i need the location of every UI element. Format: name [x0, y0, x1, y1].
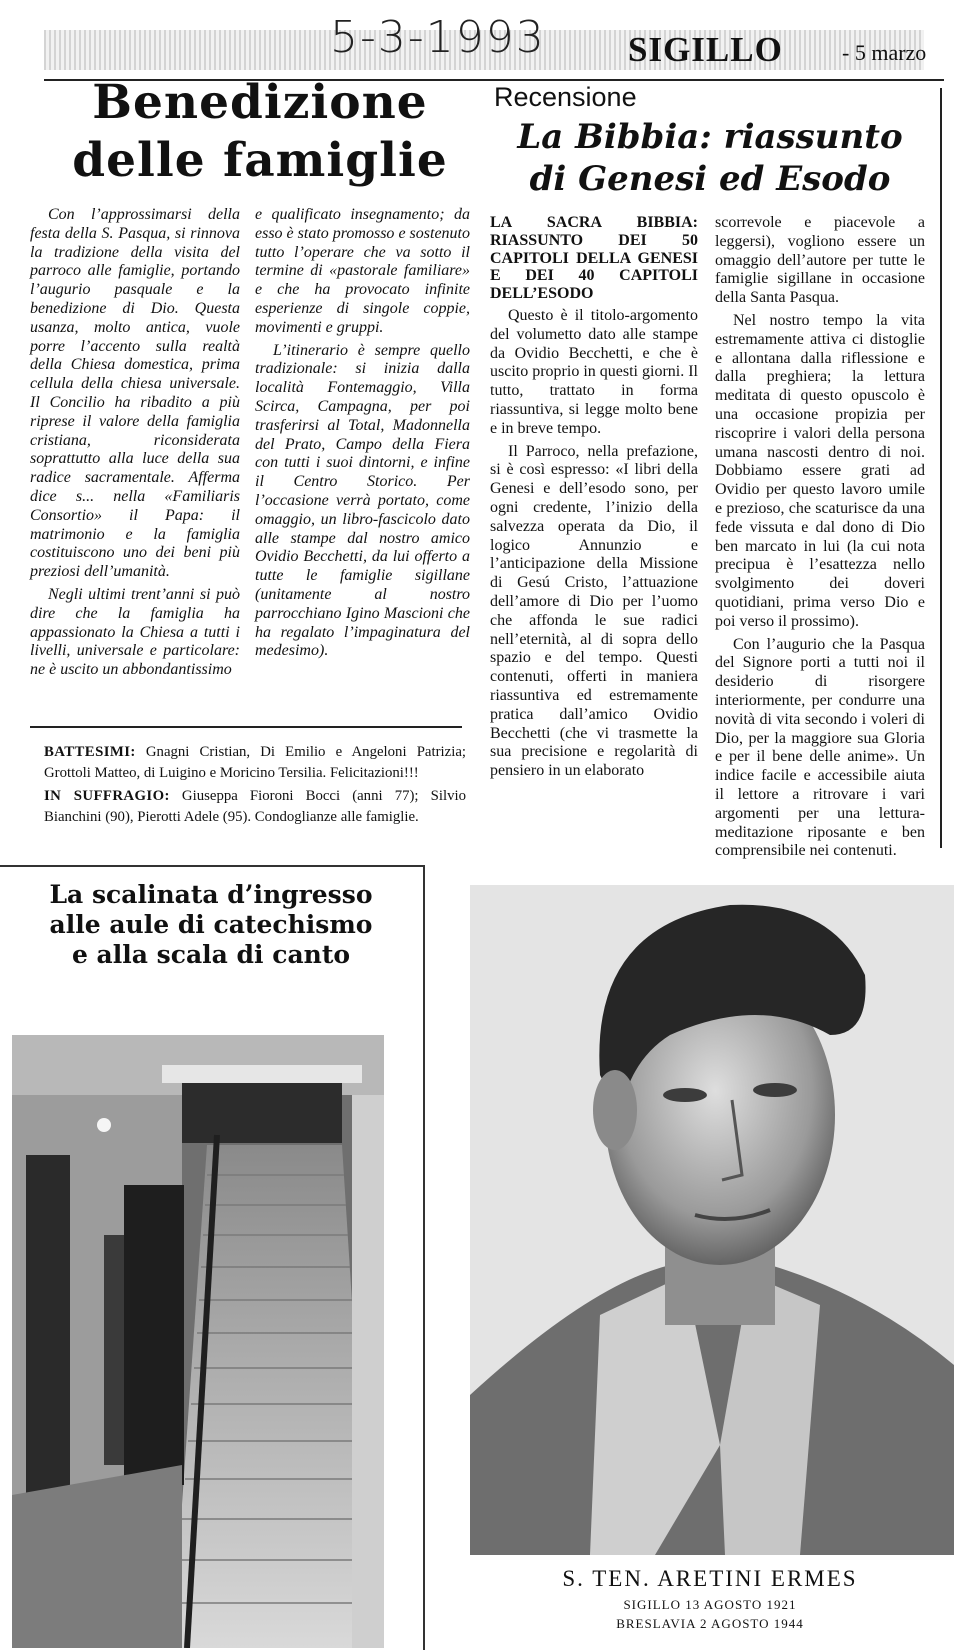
kicker-recensione: Recensione: [494, 82, 637, 112]
caption-line-3: e alla scala di canto: [71, 940, 351, 969]
paragraph: Con l’approssimarsi della festa della S. Pasqua, si rinnova la tradizione della visita del parroco alle famiglie, portando l’augurio pasquale e la benedizione di Dio. Questa usanza, molto antica, vuole porre l’accento sulla realtà della Chiesa domestica, prima cellula della chiesa universale. Il Concilio ha ribadito a più riprese il valore della famiglia cristiana, riconsiderata soprattutto alla luce della sua radice sacramentale. Afferma dice s... nella «Familiaris Consortio» il Papa: il matrimonio e la famiglia costituiscono uno dei beni più preziosi dell’umanità.: [30, 206, 240, 581]
paragraph: Negli ultimi trent’anni si può dire che la famiglia ha appassionato la Chiesa a tutti i livelli, universale e particolare: ne è uscito un abbondantissimo: [30, 585, 240, 679]
paragraph: Questo è il titolo-argomento del volumetto dato alle stampe da Ovidio Becchetti, e che è uscito proprio in questi giorni. Il tutto, trattato in forma riassuntiva, si legge molto bene e in breve tempo.: [490, 306, 698, 437]
notice-label: IN SUFFRAGIO:: [44, 788, 170, 804]
staircase-caption: [0, 880, 422, 970]
paragraph: Con l’augurio che la Pasqua del Signore porti a tutti noi il desiderio di risorgere interiormente, per condurre una novità di vita secondo i voleri di Dio, per la maggiore sua Gloria e per il bene delle anime». Un indice facile e accessibile aiuta il lettore a ritrovare i vari argomenti per una lettura-meditazione riposante e ben comprensibile nei contenuti.: [715, 635, 925, 860]
article-right-column-1: [490, 214, 698, 781]
paragraph: L’itinerario è sempre quello tradizionale: si inizia dalla località Fontemaggio, Villa Scirca, Campagna, per poi trasferirsi al Total, Madonnella del Prato, Campo della Fiera con tutti i suoi dintorni, e infine il Centro Storico. Per l’occasione verrà portato, come omaggio, un libro-fascicolo dato alle stampe dal nostro amico Ovidio Becchetti, da lui offerto a tutte le famiglie sigillane (unitamente al nostro parrocchiano Igino Mascioni che ha regalato l’impaginatura del medesimo).: [255, 341, 470, 660]
article-left-column-2: [255, 206, 470, 661]
headline-line-1: La Bibbia: riassunto: [517, 117, 903, 157]
headline-line-2: di Genesi ed Esodo: [529, 159, 891, 199]
portrait-death: BRESLAVIA 2 AGOSTO 1944: [616, 1616, 804, 1631]
article-subhead: LA SACRA BIBBIA: RIASSUNTO DEI 50 CAPITOLI DELLA GENESI E DEI 40 CAPITOLI DELL’ESODO: [490, 214, 698, 303]
notice-text: Gnagni Cristian, Di Emilio e Angeloni Patrizia; Grottoli Matteo, di Luigino e Moricino Tersilia. Felicitazioni!!!: [44, 744, 466, 781]
paragraph-continued: scorrevole e piacevole a leggersi), vogliono essere un omaggio dell’autore per tutte le famiglie sigillane in occasione della Santa Pasqua.: [715, 214, 925, 307]
notice-label: BATTESIMI:: [44, 744, 136, 760]
notice-battesimi: [44, 742, 466, 784]
paragraph-continued: e qualificato insegnamento; da esso è stato promosso e sostenuto tutto l’operare che va sotto il termine di «pastorale familiare» e che ha provocato infinite esperienze di singole coppie, movimenti e gruppi.: [255, 206, 470, 336]
section-rule: [30, 726, 462, 728]
issue-date: - 5 marzo: [842, 40, 927, 65]
headline-line-1: Benedizione: [92, 75, 428, 130]
notice-suffragio: [44, 786, 466, 828]
parish-notices: [44, 742, 466, 830]
newspaper-name: SIGILLO: [628, 30, 783, 69]
article-left-column-1: [30, 206, 240, 680]
caption-line-1: La scalinata d’ingresso: [49, 880, 373, 909]
staircase-photo: [12, 1035, 384, 1648]
portrait-birth: SIGILLO 13 AGOSTO 1921: [623, 1597, 797, 1612]
headline-benedizione: [40, 74, 480, 190]
headline-bibbia: [490, 116, 930, 200]
paragraph: Nel nostro tempo la vita estremamente attiva ci distoglie e allontana dalla riflessione e dalla preghiera; la lettura meditata di questo opuscolo è una occasione propizia per riscoprire i valori della persona umana nascosti dentro di noi. Dobbiamo essere grati ad Ovidio per questo lavoro umile e prezioso, che scaturisce da una fede vissuta e dal dono di Dio ben marcato in lui (la cui nota precipua è l’esattezza nello svolgimento dei doveri quotidiani, prima verso Dio e poi verso il prossimo).: [715, 311, 925, 630]
paragraph: Il Parroco, nella prefazione, si è così espresso: «I libri della Genesi e dell’esodo sono, per ogni credente, l’inizio della salvezza operata da Dio, il logico Annunzio e l’anticipazione della Missione di Gesú Cristo, l’attuazione dell’amore di Dio per l’uomo che affonda le sue radici nell’eternità, al di sopra dello spazio e del tempo. Questi contenuti, offerti in maniera riassuntiva ed estremamente pratica dall’amico Ovidio Becchetti (che vi trasmette la sua precisione e regolarità di pensiero in un elaborato: [490, 442, 698, 780]
portrait-photo: [470, 885, 954, 1555]
portrait-name: S. TEN. ARETINI ERMES: [562, 1566, 858, 1591]
caption-line-2: alle aule di catechismo: [49, 910, 373, 939]
headline-line-2: delle famiglie: [72, 133, 448, 188]
right-column-rule: [940, 88, 942, 848]
notice-text: Giuseppa Fioroni Bocci (anni 77); Silvio Bianchini (90), Pierotti Adele (95). Condoglianze alle famiglie.: [44, 788, 466, 825]
handwritten-date: 5-3-1993: [330, 12, 546, 63]
article-right-column-2: [715, 214, 925, 861]
